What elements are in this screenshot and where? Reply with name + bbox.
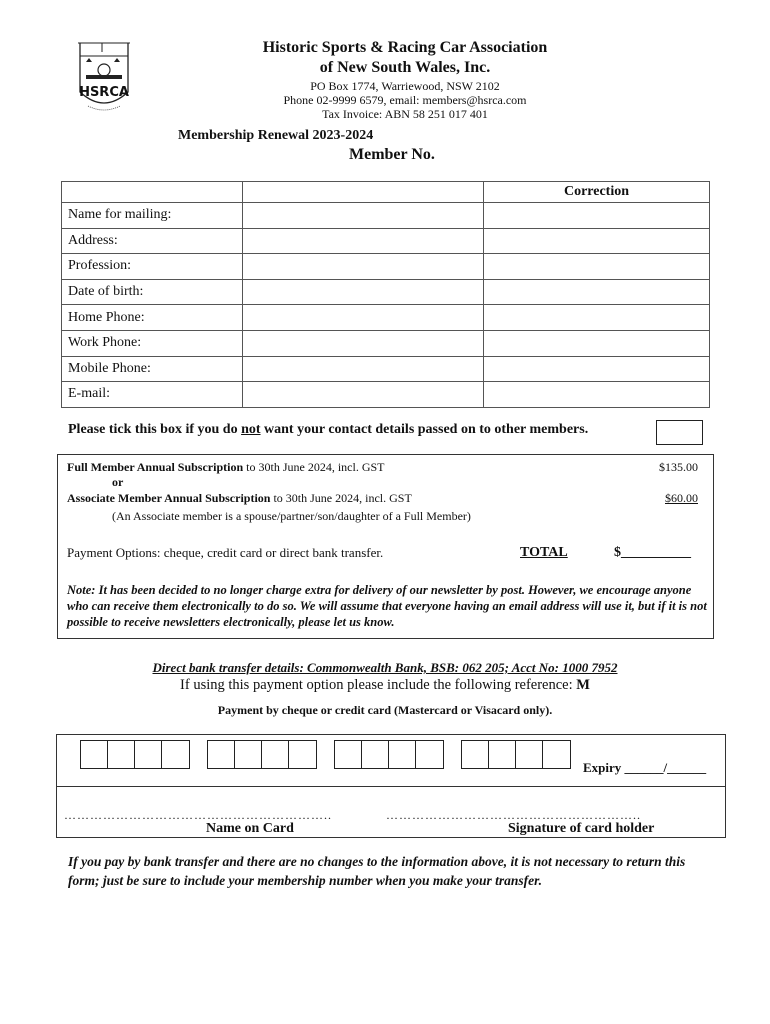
privacy-opt-out-text: Please tick this box if you do not want your contact details passed on to other members. xyxy=(68,422,589,437)
member-details-table xyxy=(61,181,710,408)
contact-details: Phone 02-9999 6579, email: members@hsrca.com xyxy=(283,93,527,107)
association-logo xyxy=(74,40,134,118)
current-value-cell[interactable] xyxy=(243,382,484,408)
table-header-row xyxy=(62,182,710,203)
table-row xyxy=(62,254,710,280)
table-row xyxy=(62,228,710,254)
reference-code: M xyxy=(576,677,590,693)
correction-cell[interactable] xyxy=(484,279,710,305)
correction-cell[interactable] xyxy=(484,203,710,229)
current-value-cell[interactable] xyxy=(243,203,484,229)
signature-label: Signature of card holder xyxy=(508,821,655,836)
associate-definition: (An Associate member is a spouse/partner/son/daughter of a Full Member) xyxy=(112,509,471,523)
svg-text:HSRCA: HSRCA xyxy=(79,85,129,100)
current-value-cell[interactable] xyxy=(243,228,484,254)
total-amount-field[interactable]: $__________ xyxy=(614,545,691,560)
organisation-name-line2: of New South Wales, Inc. xyxy=(319,59,491,76)
field-label: Profession: xyxy=(62,254,243,280)
associate-member-price: $60.00 xyxy=(665,491,698,505)
card-number-group-4[interactable] xyxy=(461,740,571,769)
bank-transfer-details: Direct bank transfer details: Commonwealth Bank, BSB: 062 205; Acct No: 1000 7952 xyxy=(152,660,618,675)
card-number-group-1[interactable] xyxy=(80,740,190,769)
name-on-card-label: Name on Card xyxy=(206,821,294,836)
table-row xyxy=(62,305,710,331)
card-box-divider xyxy=(56,786,726,787)
field-label: Date of birth: xyxy=(62,279,243,305)
current-value-cell[interactable] xyxy=(243,330,484,356)
field-label: Address: xyxy=(62,228,243,254)
emphasis-not: not xyxy=(241,422,261,437)
renewal-title: Membership Renewal 2023-2024 xyxy=(178,128,374,143)
expiry-field[interactable]: Expiry ______/______ xyxy=(583,760,707,775)
correction-header: Correction xyxy=(484,182,710,203)
total-label: TOTAL xyxy=(520,545,568,560)
name-on-card-line[interactable]: …………………………………………………….. xyxy=(64,808,332,822)
table-row xyxy=(62,203,710,229)
current-value-cell[interactable] xyxy=(243,305,484,331)
privacy-opt-out-checkbox[interactable] xyxy=(656,420,703,445)
current-value-cell[interactable] xyxy=(243,356,484,382)
organisation-name: Historic Sports & Racing Car Association xyxy=(262,39,548,56)
field-label: E-mail: xyxy=(62,382,243,408)
table-row xyxy=(62,279,710,305)
card-payment-info: Payment by cheque or credit card (Mastercard or Visacard only). xyxy=(217,703,553,717)
payment-options: Payment Options: cheque, credit card or direct bank transfer. xyxy=(67,545,384,560)
full-member-subscription: Full Member Annual Subscription to 30th June 2024, incl. GST xyxy=(67,460,385,474)
field-label: Mobile Phone: xyxy=(62,356,243,382)
newsletter-note: Note: It has been decided to no longer charge extra for delivery of our newsletter by post. However, we encourage anyone who can receive them electronically to do so. We will assume that everyone having an email address will use it, but if it is not possible to receive newsletters electronically, please let us know. xyxy=(67,583,707,629)
field-label: Work Phone: xyxy=(62,330,243,356)
card-number-group-3[interactable] xyxy=(334,740,444,769)
member-number-label: Member No. xyxy=(349,146,435,163)
current-value-cell[interactable] xyxy=(243,279,484,305)
field-label: Home Phone: xyxy=(62,305,243,331)
table-row xyxy=(62,382,710,408)
table-row xyxy=(62,330,710,356)
full-member-price: $135.00 xyxy=(659,460,698,474)
bank-transfer-footer-note: If you pay by bank transfer and there are no changes to the information above, it is not necessary to return this form; just be sure to include your membership number when you make your transfer. xyxy=(68,854,686,888)
correction-cell[interactable] xyxy=(484,330,710,356)
field-label: Name for mailing: xyxy=(62,203,243,229)
correction-cell[interactable] xyxy=(484,305,710,331)
tax-invoice-abn: Tax Invoice: ABN 58 251 017 401 xyxy=(322,107,488,121)
or-separator: or xyxy=(112,475,124,489)
payment-reference: If using this payment option please include the following reference: M xyxy=(180,677,590,693)
correction-cell[interactable] xyxy=(484,228,710,254)
associate-member-subscription: Associate Member Annual Subscription to 30th June 2024, incl. GST xyxy=(67,491,412,505)
postal-address: PO Box 1774, Warriewood, NSW 2102 xyxy=(310,79,500,93)
table-row xyxy=(62,356,710,382)
current-value-cell[interactable] xyxy=(243,254,484,280)
correction-cell[interactable] xyxy=(484,382,710,408)
correction-cell[interactable] xyxy=(484,254,710,280)
signature-line[interactable]: ………………………………………………….. xyxy=(386,808,641,822)
card-number-group-2[interactable] xyxy=(207,740,317,769)
correction-cell[interactable] xyxy=(484,356,710,382)
